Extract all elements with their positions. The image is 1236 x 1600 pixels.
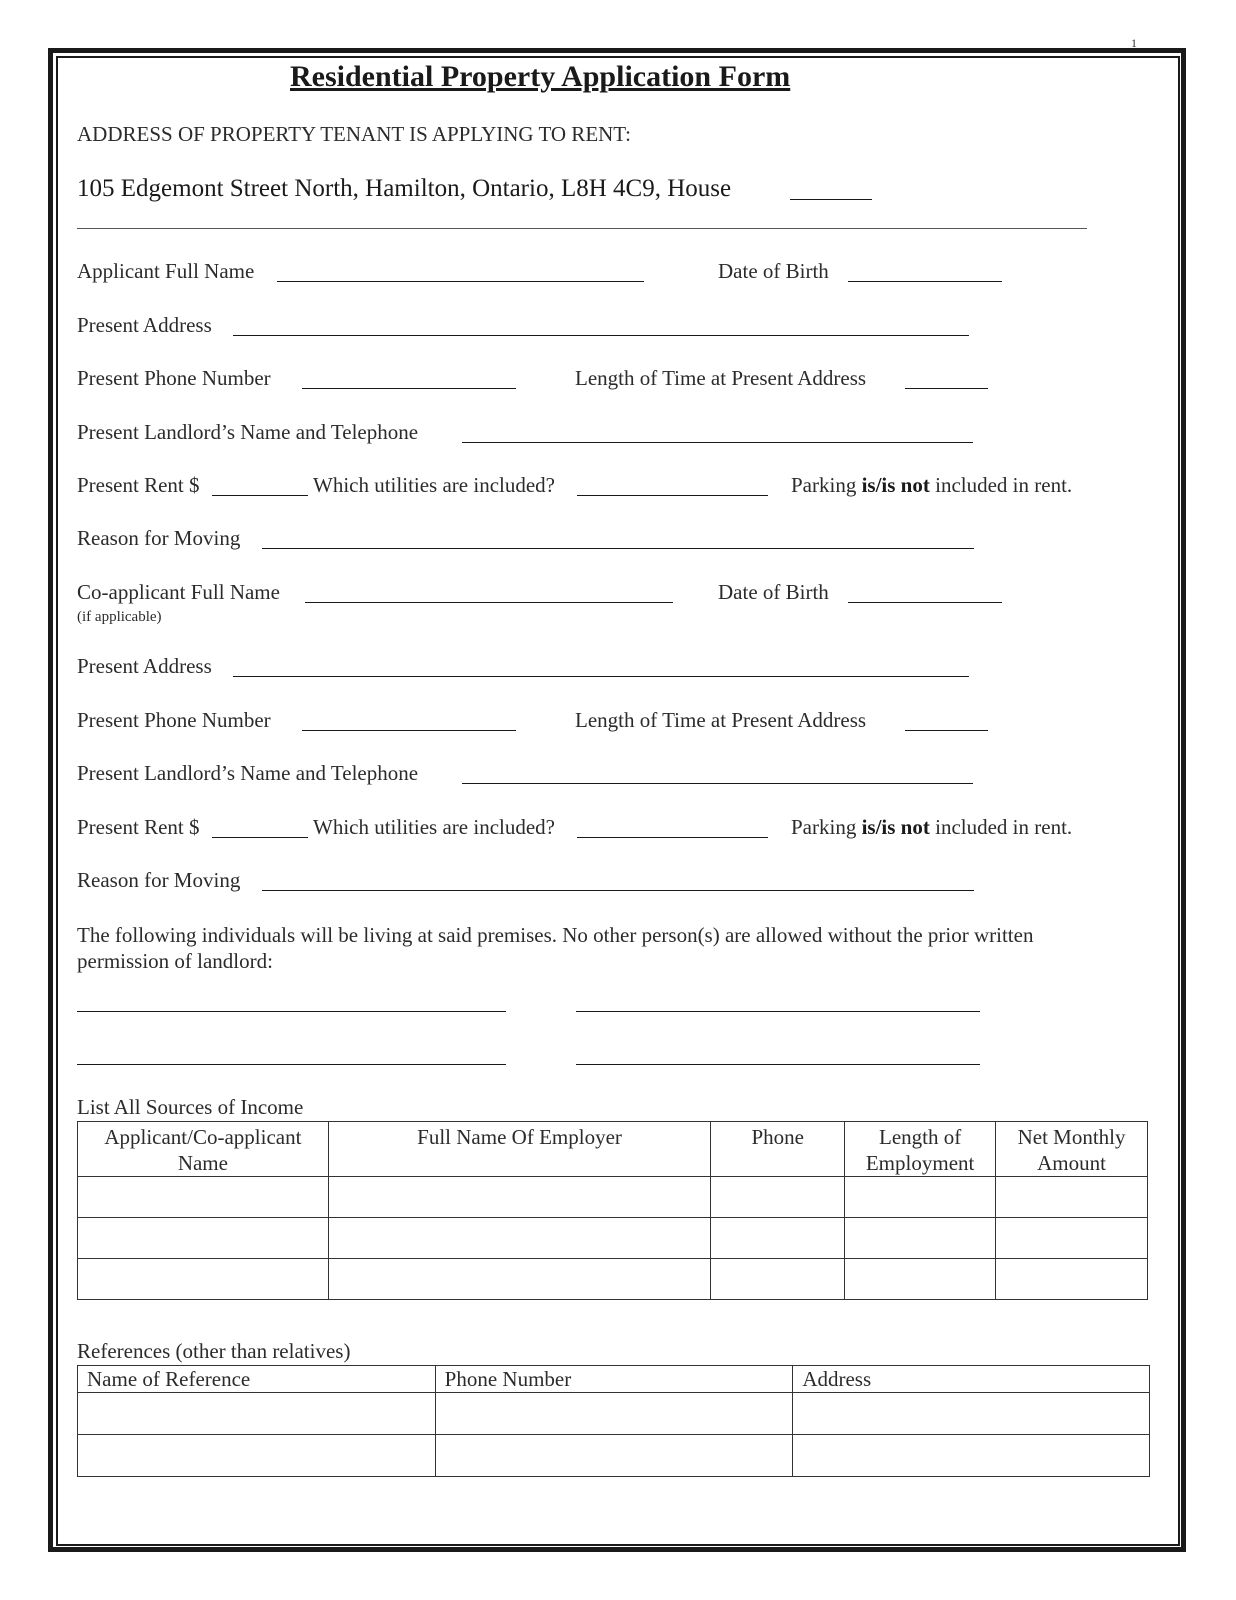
occupants-text-line1: The following individuals will be living at said premises. No other person(s) are allowed without the prior written <box>77 923 1034 947</box>
coapplicant-address-field[interactable] <box>233 676 969 677</box>
applicant-dob-field[interactable] <box>848 281 1002 282</box>
applicant-phone-label: Present Phone Number <box>77 366 271 390</box>
table-cell[interactable] <box>78 1177 329 1218</box>
income-col-length-line1: Length of <box>879 1125 962 1149</box>
income-col-employer <box>328 1122 711 1177</box>
table-cell[interactable] <box>78 1435 436 1477</box>
coapplicant-phone-label: Present Phone Number <box>77 708 271 732</box>
page-number: 1 <box>1131 36 1137 50</box>
income-col-applicant <box>78 1122 329 1177</box>
table-cell[interactable] <box>996 1177 1148 1218</box>
property-address: 105 Edgemont Street North, Hamilton, Ontario, L8H 4C9, House <box>77 175 732 202</box>
references-table <box>77 1365 1150 1477</box>
applicant-dob-label: Date of Birth <box>718 259 829 283</box>
table-cell[interactable] <box>845 1259 996 1300</box>
parking-option[interactable]: is/is not <box>861 815 930 839</box>
coapplicant-parking-text <box>791 817 1072 838</box>
table-cell[interactable] <box>78 1218 329 1259</box>
references-col-phone <box>435 1366 793 1393</box>
occupant-field-2[interactable] <box>576 1011 980 1012</box>
table-row <box>78 1259 1148 1300</box>
coapplicant-length-label: Length of Time at Present Address <box>575 708 867 732</box>
coapplicant-dob-label: Date of Birth <box>718 580 829 604</box>
income-col-applicant-line2: Name <box>177 1151 228 1175</box>
references-col-address <box>793 1366 1150 1393</box>
coapplicant-reason-field[interactable] <box>262 890 974 891</box>
table-cell[interactable] <box>711 1218 845 1259</box>
table-cell[interactable] <box>328 1218 711 1259</box>
income-col-length <box>845 1122 996 1177</box>
table-cell[interactable] <box>435 1435 793 1477</box>
table-row <box>78 1177 1148 1218</box>
income-col-amount-line2: Amount <box>1037 1151 1106 1175</box>
coapplicant-rent-field[interactable] <box>212 837 308 838</box>
applicant-name-label: Applicant Full Name <box>77 259 255 283</box>
coapplicant-rent-label: Present Rent $ <box>77 815 200 839</box>
coapplicant-reason-label: Reason for Moving <box>77 868 241 892</box>
form-title: Residential Property Application Form <box>290 60 791 93</box>
parking-option[interactable]: is/is not <box>861 473 930 497</box>
table-cell[interactable] <box>845 1218 996 1259</box>
occupant-field-4[interactable] <box>576 1064 980 1065</box>
applicant-name-field[interactable] <box>277 281 644 282</box>
table-cell[interactable] <box>711 1177 845 1218</box>
applicant-utilities-label: Which utilities are included? <box>313 473 555 497</box>
table-row <box>78 1218 1148 1259</box>
table-cell[interactable] <box>793 1393 1150 1435</box>
income-col-phone-label: Phone <box>751 1125 804 1149</box>
table-cell[interactable] <box>435 1393 793 1435</box>
applicant-landlord-label: Present Landlord’s Name and Telephone <box>77 420 419 444</box>
table-cell[interactable] <box>845 1177 996 1218</box>
applicant-rent-field[interactable] <box>212 495 308 496</box>
coapplicant-name-label: Co-applicant Full Name <box>77 580 280 604</box>
applicant-parking-text <box>791 475 1072 496</box>
applicant-landlord-field[interactable] <box>462 442 973 443</box>
income-header-row <box>78 1122 1148 1177</box>
income-table <box>77 1121 1148 1300</box>
applicant-reason-label: Reason for Moving <box>77 526 241 550</box>
coapplicant-length-field[interactable] <box>905 730 988 731</box>
income-col-phone <box>711 1122 845 1177</box>
parking-suffix: included in rent. <box>935 473 1073 497</box>
table-cell[interactable] <box>996 1218 1148 1259</box>
table-cell[interactable] <box>78 1393 436 1435</box>
references-col-name <box>78 1366 436 1393</box>
applicant-address-field[interactable] <box>233 335 969 336</box>
references-heading: References (other than relatives) <box>77 1339 351 1363</box>
income-col-amount <box>996 1122 1148 1177</box>
income-col-length-line2: Employment <box>865 1151 975 1175</box>
house-unit-field[interactable] <box>790 199 872 200</box>
occupants-text-line2: permission of landlord: <box>77 949 273 973</box>
table-cell[interactable] <box>996 1259 1148 1300</box>
applicant-phone-field[interactable] <box>302 388 516 389</box>
income-col-employer-label: Full Name Of Employer <box>417 1125 622 1149</box>
coapplicant-landlord-field[interactable] <box>462 783 973 784</box>
coapplicant-landlord-label: Present Landlord’s Name and Telephone <box>77 761 419 785</box>
table-cell[interactable] <box>328 1259 711 1300</box>
applicant-rent-label: Present Rent $ <box>77 473 200 497</box>
property-heading: ADDRESS OF PROPERTY TENANT IS APPLYING TO RENT: <box>77 122 631 146</box>
income-col-applicant-line1: Applicant/Co-applicant <box>104 1125 302 1149</box>
parking-prefix: Parking <box>791 815 857 839</box>
coapplicant-utilities-label: Which utilities are included? <box>313 815 555 839</box>
coapplicant-dob-field[interactable] <box>848 602 1002 603</box>
references-col-phone-label: Phone Number <box>444 1367 572 1391</box>
table-cell[interactable] <box>711 1259 845 1300</box>
table-cell[interactable] <box>78 1259 329 1300</box>
references-header-row <box>78 1366 1150 1393</box>
occupant-field-1[interactable] <box>77 1011 506 1012</box>
table-row <box>78 1435 1150 1477</box>
income-heading: List All Sources of Income <box>77 1095 304 1119</box>
applicant-length-field[interactable] <box>905 388 988 389</box>
references-col-address-label: Address <box>802 1367 872 1391</box>
parking-prefix: Parking <box>791 473 857 497</box>
applicant-utilities-field[interactable] <box>577 495 768 496</box>
table-cell[interactable] <box>328 1177 711 1218</box>
coapplicant-phone-field[interactable] <box>302 730 516 731</box>
table-row <box>78 1393 1150 1435</box>
coapplicant-utilities-field[interactable] <box>577 837 768 838</box>
occupant-field-3[interactable] <box>77 1064 506 1065</box>
section-divider <box>77 228 1087 229</box>
applicant-length-label: Length of Time at Present Address <box>575 366 867 390</box>
coapplicant-address-label: Present Address <box>77 654 212 678</box>
coapplicant-if-applicable: (if applicable) <box>77 609 162 625</box>
parking-suffix: included in rent. <box>935 815 1073 839</box>
references-col-name-label: Name of Reference <box>87 1367 251 1391</box>
coapplicant-name-field[interactable] <box>305 602 673 603</box>
income-col-amount-line1: Net Monthly <box>1017 1125 1126 1149</box>
applicant-address-label: Present Address <box>77 313 212 337</box>
applicant-reason-field[interactable] <box>262 548 974 549</box>
table-cell[interactable] <box>793 1435 1150 1477</box>
